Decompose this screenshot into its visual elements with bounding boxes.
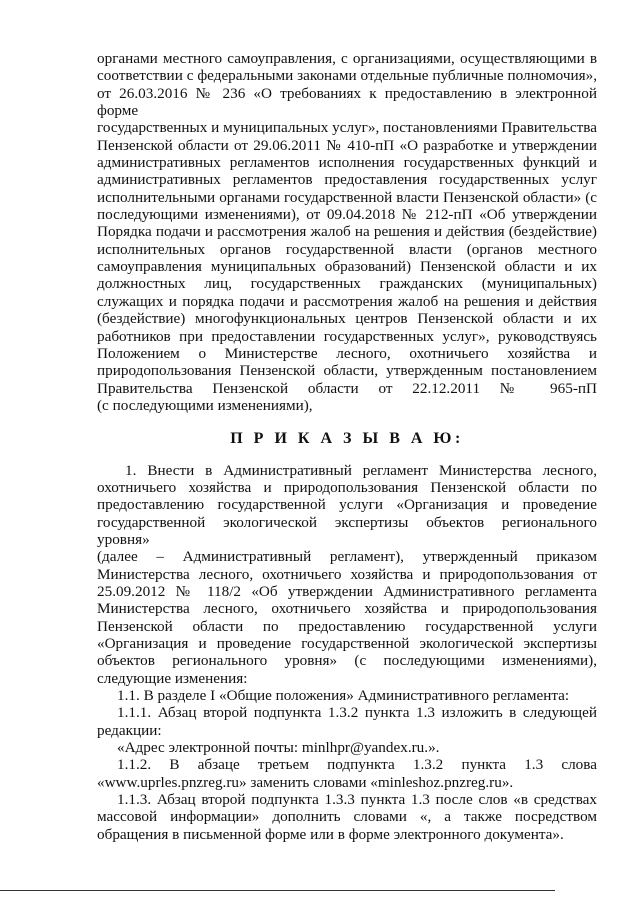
text-line: природопользования Пензенской области, утвержденным постановлением xyxy=(97,362,597,380)
text-line: исполнительными органами государственной власти Пензенской области» (с xyxy=(97,188,597,206)
text-line: административных регламентов предоставления государственных услуг xyxy=(97,171,597,189)
text-line: 1.1.3. Абзац второй подпункта 1.3.3 пункта 1.3 после слов «в средствах xyxy=(117,791,597,809)
item-1-1-3-paragraph xyxy=(97,791,597,843)
text-line: от 26.03.2016 № 236 «О требованиях к предоставлению в электронной форме xyxy=(97,84,597,120)
text-line: должностных лиц, государственных гражданских (муниципальных) xyxy=(97,275,597,293)
text-line: 25.09.2012 № 118/2 «Об утверждении Административного регламента xyxy=(97,582,597,600)
text-line: органами местного самоуправления, с организациями, осуществляющими в xyxy=(97,50,597,67)
text-line: следующие изменения: xyxy=(97,669,248,687)
text-line: (бездействие) многофункциональных центров Пензенской области и их xyxy=(97,310,597,328)
item-1-1-2-paragraph xyxy=(97,756,597,791)
page-bottom-rule xyxy=(0,890,555,891)
text-line: работников при предоставлении государственных услуг», руководствуясь xyxy=(97,327,597,345)
text-line: административных регламентов исполнения государственных функций и xyxy=(97,154,597,172)
text-line: Пензенской области от 29.06.2011 № 410-пП «О разработке и утверждении xyxy=(97,136,597,154)
text-line: массовой информации» дополнить словами «, а также посредством xyxy=(97,808,597,826)
item-1-1-paragraph: 1.1. В разделе I «Общие положения» Административного регламента: xyxy=(117,687,570,705)
text-line: «www.uprles.pnzreg.ru» заменить словами «minleshoz.pnzreg.ru». xyxy=(97,773,514,791)
text-line: обращения в письменной форме или в форме электронного документа». xyxy=(97,825,564,843)
text-line: охотничьего хозяйства и природопользования Пензенской области по xyxy=(97,478,597,496)
text-line: исполнительных органов государственной власти (органов местного xyxy=(97,240,597,258)
item-1-1-1-paragraph xyxy=(97,704,597,739)
text-line: Порядка подачи и рассмотрения жалоб на решения и действия (бездействие) xyxy=(97,223,597,241)
item-1-paragraph xyxy=(97,462,597,687)
text-line: 1.1.1. Абзац второй подпункта 1.3.2 пункта 1.3 изложить в следующей xyxy=(117,704,597,722)
text-line: объектов регионального уровня» (с последующими изменениями), xyxy=(97,652,597,670)
text-line: 1. Внести в Административный регламент Министерства лесного, xyxy=(125,461,597,479)
text-line: государственной экологической экспертизы объектов регионального уровня» xyxy=(97,513,597,548)
text-line: последующими изменениями), от 09.04.2018 № 212-пП «Об утверждении xyxy=(97,206,597,224)
text-line: Пензенской области по предоставлению государственной услуги xyxy=(97,617,597,635)
text-line: служащих и порядка подачи и рассмотрения жалоб на решения и действия xyxy=(97,292,597,310)
text-line: предоставлению государственной услуги «Организация и проведение xyxy=(97,496,597,514)
intro-paragraph xyxy=(97,50,597,414)
text-line: самоуправления муниципальных образований) Пензенской области и их xyxy=(97,258,597,276)
text-line: Правительства Пензенской области от 22.12.2011 № 965-пП xyxy=(97,379,597,397)
text-line: государственных и муниципальных услуг», постановлениями Правительства xyxy=(97,119,597,137)
text-line: (с последующими изменениями), xyxy=(97,396,313,414)
order-heading: П Р И К А З Ы В А Ю: xyxy=(230,430,464,448)
email-line: «Адрес электронной почты: minlhpr@yandex.ru.». xyxy=(117,739,440,757)
text-line: редакции: xyxy=(97,721,162,739)
text-line: «Организация и проведение государственной экологической экспертизы xyxy=(97,635,597,652)
text-line: Положением о Министерстве лесного, охотничьего хозяйства и xyxy=(97,344,597,362)
text-line: Министерства лесного, охотничьего хозяйства и природопользования xyxy=(97,600,597,618)
text-line: соответствии с федеральными законами отдельные публичные полномочия», xyxy=(97,67,597,85)
text-line: Министерства лесного, охотничьего хозяйства и природопользования от xyxy=(97,565,597,583)
text-line: (далее – Административный регламент), утвержденный приказом xyxy=(97,548,597,566)
document-body xyxy=(97,50,597,843)
text-line: 1.1.2. В абзаце третьем подпункта 1.3.2 пункта 1.3 слова xyxy=(117,756,597,774)
